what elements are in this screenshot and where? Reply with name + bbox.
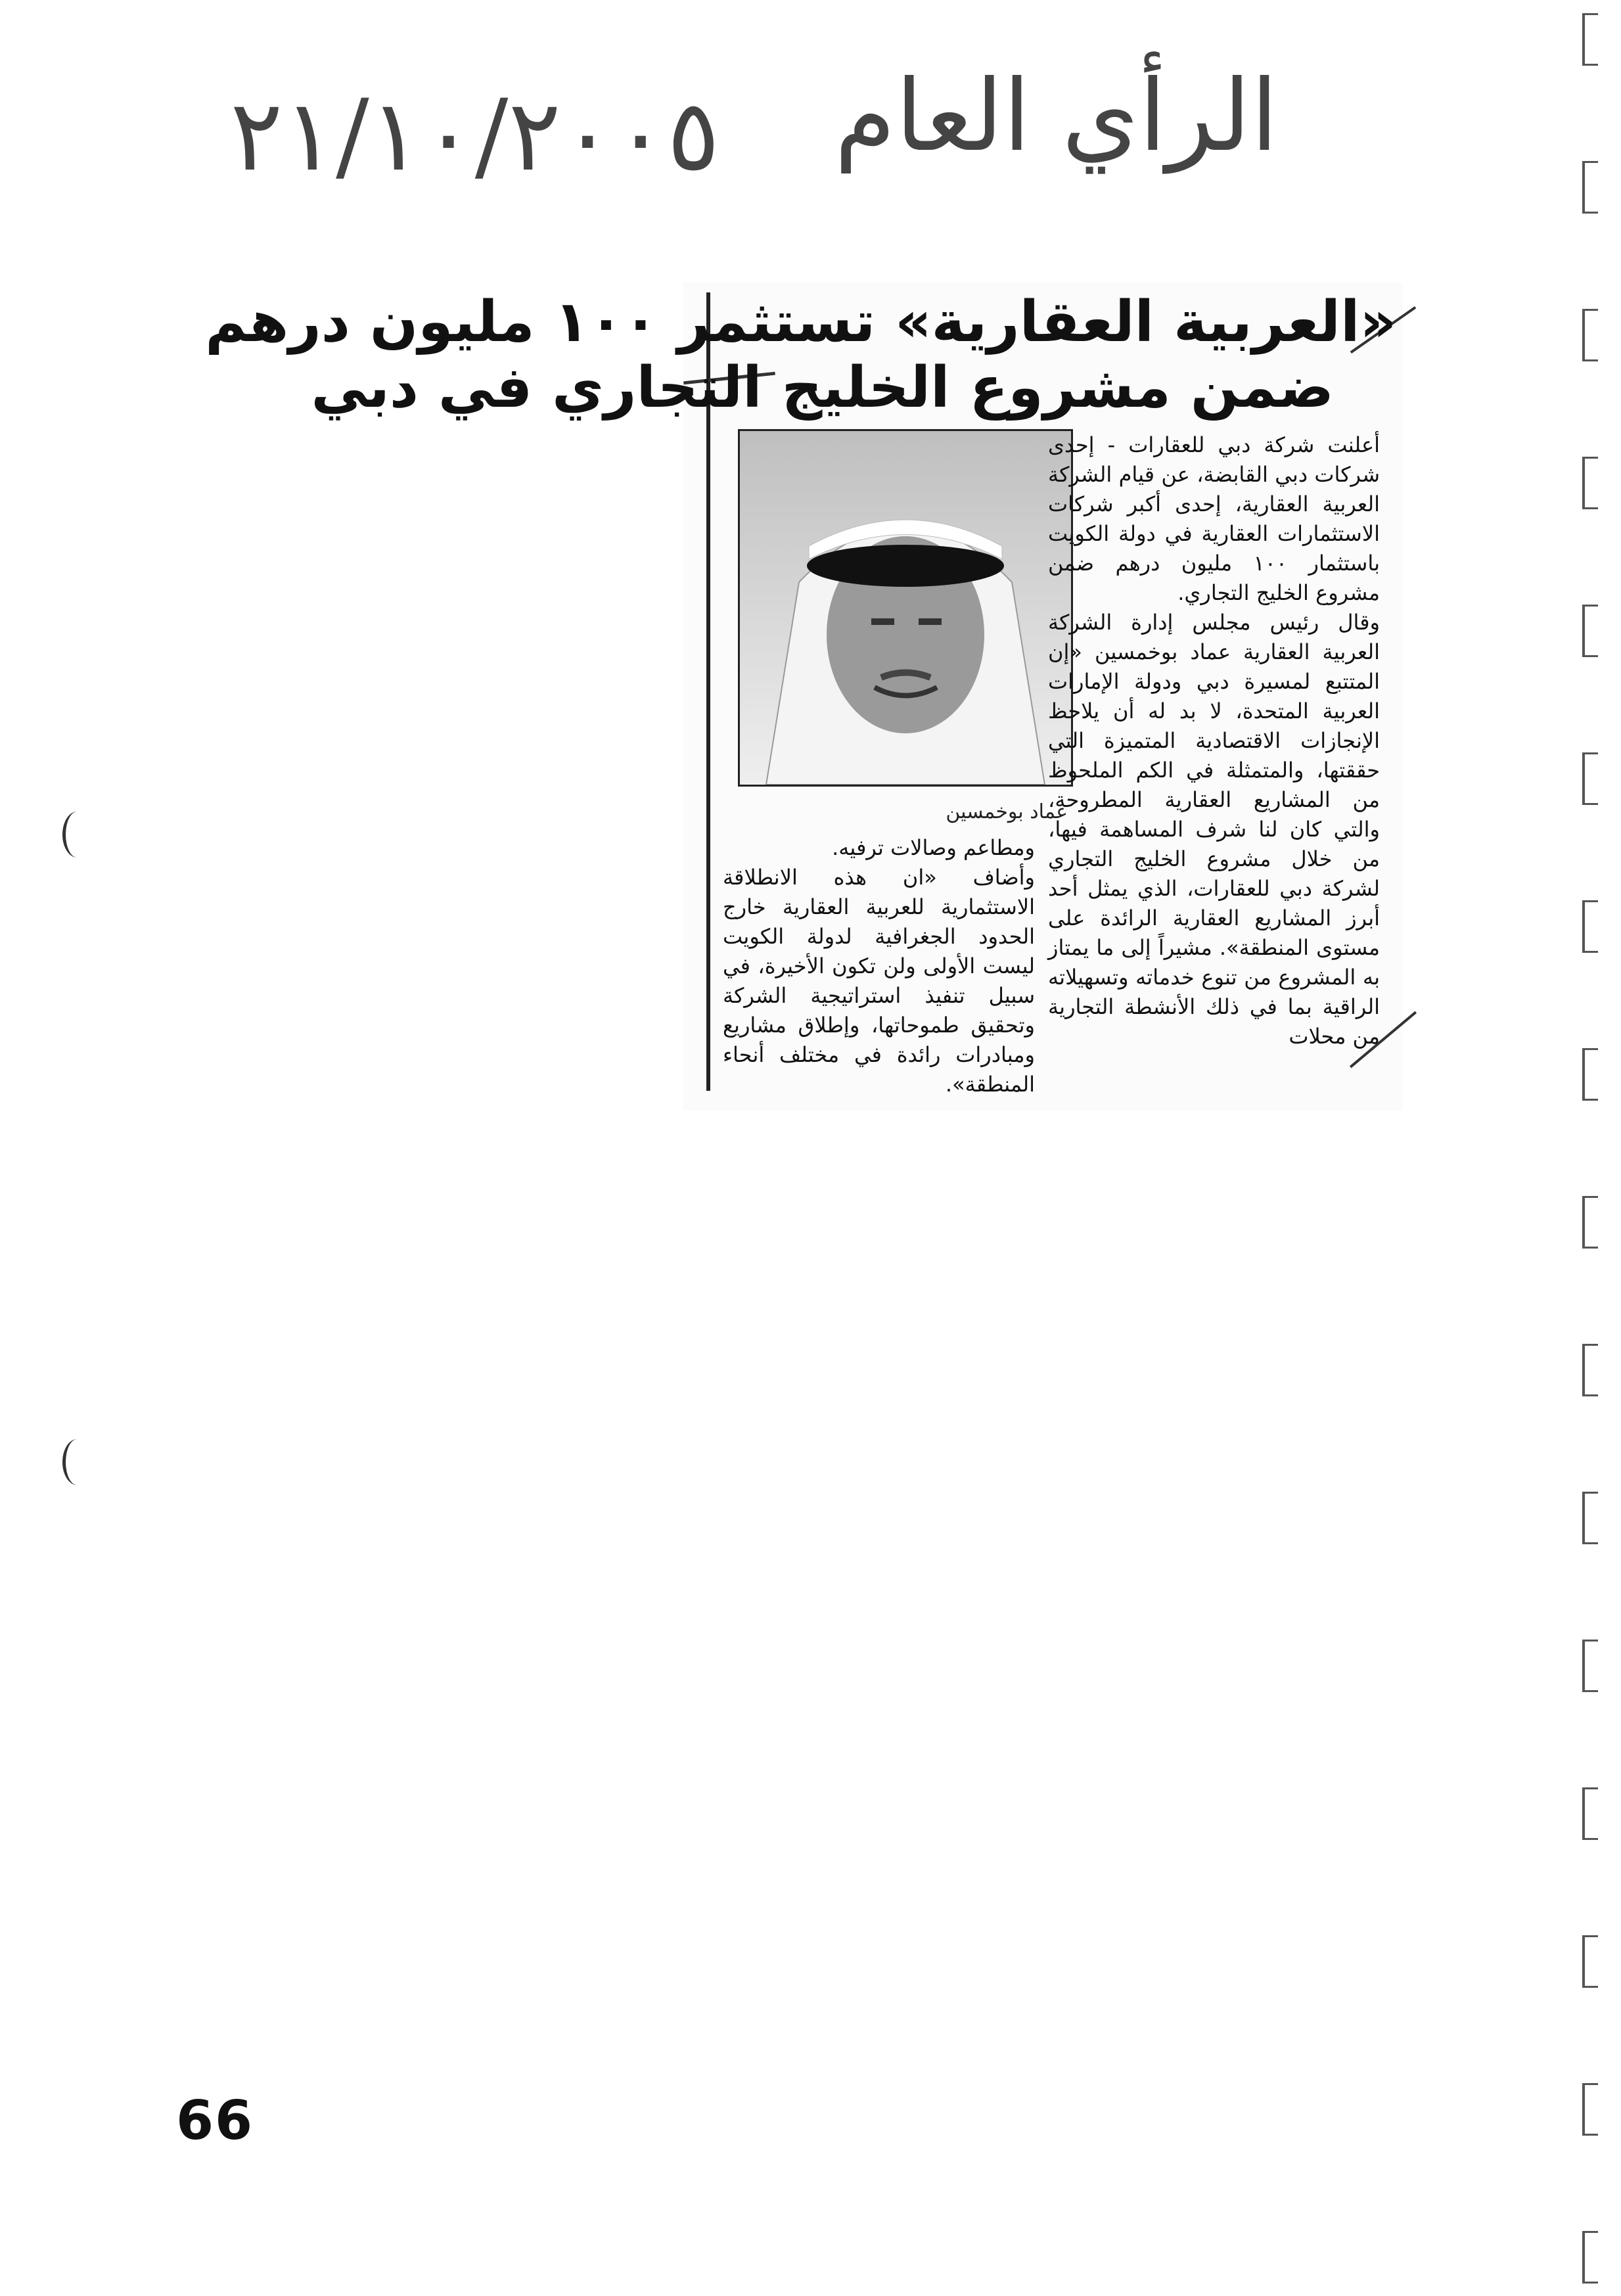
article-paragraph: وأضاف «ان هذه الانطلاقة الاستثمارية للعربية العقارية خارج الحدود الجغرافية لدولة الكويت ليست الأولى ولن تكون الأخيرة، في سبيل تنفيذ استراتيجية الشركة وتحقيق طموحاتها، وإطلاق مشاريع ومبادرات رائدة في مختلف أنحاء المنطقة». (723, 865, 1035, 1097)
headline-line-2: ضمن مشروع الخليج التجاري في دبي (311, 355, 1334, 421)
binder-tick (1582, 900, 1598, 953)
binder-tick (1582, 13, 1598, 66)
article-right-column (1048, 430, 1380, 1051)
binder-tick (1582, 1196, 1598, 1249)
binder-tick (1582, 2231, 1598, 2284)
binder-tick (1582, 752, 1598, 805)
article-paragraph: ومطاعم وصالات ترفيه. (832, 835, 1035, 860)
portrait-illustration (740, 431, 1071, 785)
binder-tick (1582, 1787, 1598, 1840)
binder-tick (1582, 605, 1598, 657)
binder-tick (1582, 1048, 1598, 1101)
binder-tick (1582, 309, 1598, 361)
article-paragraph: أعلنت شركة دبي للعقارات - إحدى شركات دبي القابضة، عن قيام الشركة العربية العقارية، إحدى أكبر شركات الاستثمارات العقارية في دولة الكويت باستثمار ١٠٠ مليون درهم ضمن مشروع الخليج التجاري. (1048, 432, 1380, 605)
binder-tick (1582, 1492, 1598, 1544)
handwritten-source: الرأي العام (834, 59, 1279, 173)
binder-tick (1582, 1344, 1598, 1396)
binder-edge (1582, 0, 1621, 2296)
handwritten-date: ٢١/١٠/٢٠٠٥ (230, 79, 720, 193)
article-left-column (723, 833, 1035, 1099)
portrait-photo (738, 429, 1073, 787)
punch-hole (62, 812, 92, 858)
photo-caption: عماد بوخمسين (946, 800, 1068, 823)
page-number: 66 (176, 2090, 254, 2152)
binder-tick (1582, 161, 1598, 214)
article-paragraph: وقال رئيس مجلس إدارة الشركة العربية العقارية عماد بوخمسين «إن المتتبع لمسيرة دبي ودولة الإمارات العربية المتحدة، لا بد له أن يلاحظ الإنجازات الاقتصادية المتميزة التي حققتها، والمتمثلة في الكم الملحوظ من المشاريع العقارية المطروحة، والتي كان لنا شرف المساهمة فيها، من خلال مشروع الخليج التجاري لشركة دبي للعقارات، الذي يمثل أحد أبرز المشاريع العقارية الرائدة على مستوى المنطقة». مشيراً إلى ما يمتاز به المشروع من تنوع خدماته وتسهيلاته الراقية بما في ذلك الأنشطة التجارية من محلات (1048, 610, 1380, 1049)
binder-tick (1582, 1935, 1598, 1988)
headline-line-1: «العربية العقارية» تستثمر ١٠٠ مليون درهم (205, 289, 1396, 355)
punch-hole (62, 1439, 92, 1485)
binder-tick (1582, 457, 1598, 509)
binder-tick (1582, 2083, 1598, 2136)
binder-tick (1582, 1640, 1598, 1692)
